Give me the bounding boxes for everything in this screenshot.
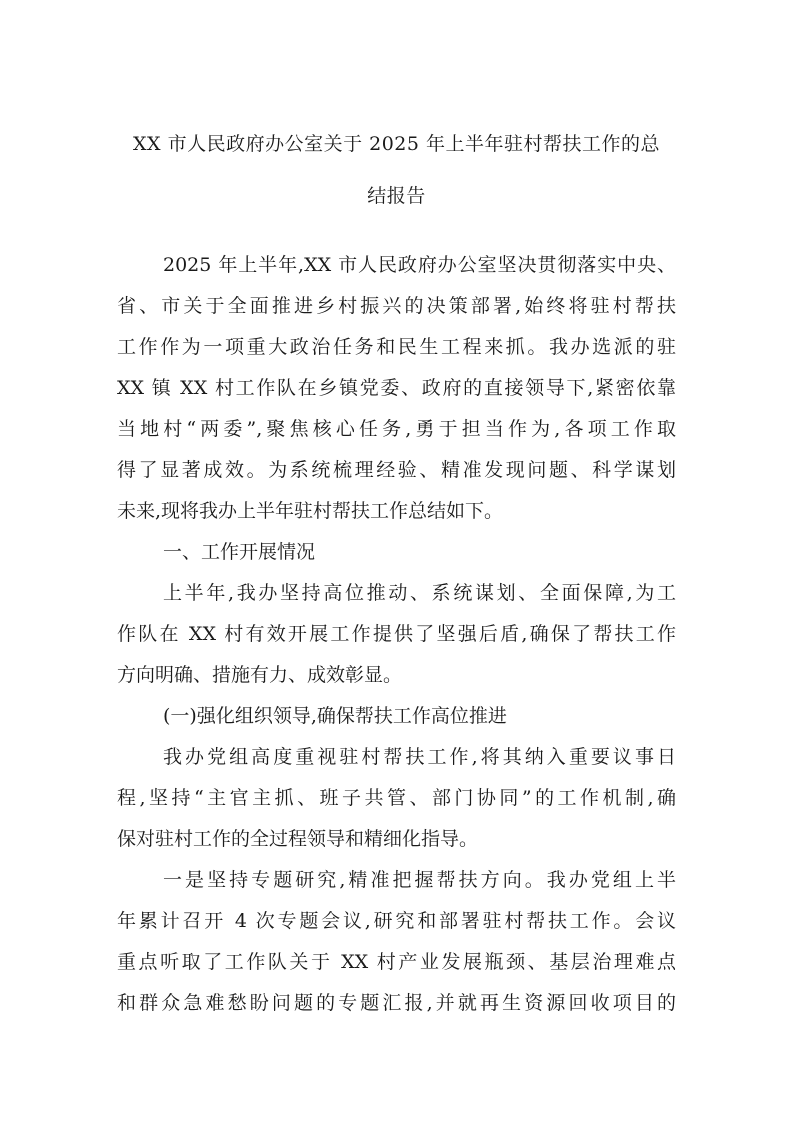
body-line: 一是坚持专题研究,精准把握帮扶方向。我办党组上半: [163, 869, 676, 891]
document-title-line-1: XX 市人民政府办公室关于 2025 年上半年驻村帮扶工作的总: [132, 133, 661, 155]
body-line: 未来,现将我办上半年驻村帮扶工作总结如下。: [117, 500, 504, 522]
body-line: 工作作为一项重大政治任务和民生工程来抓。我办选派的驻: [117, 336, 676, 358]
body-line: 作队在 XX 村有效开展工作提供了坚强后盾,确保了帮扶工作: [117, 623, 676, 645]
body-line: 方向明确、措施有力、成效彰显。: [117, 664, 403, 686]
body-line: 程,坚持“主官主抓、班子共管、部门协同”的工作机制,确: [117, 787, 676, 809]
body-line: 2025 年上半年,XX 市人民政府办公室坚决贯彻落实中央、: [163, 254, 676, 276]
document-title-line-2: 结报告: [367, 185, 426, 207]
body-line: 和群众急难愁盼问题的专题汇报,并就再生资源回收项目的: [117, 992, 676, 1014]
body-line: 上半年,我办坚持高位推动、系统谋划、全面保障,为工: [163, 582, 676, 604]
subsection-heading: (一)强化组织领导,确保帮扶工作高位推进: [163, 705, 507, 727]
body-line: 得了显著成效。为系统梳理经验、精准发现问题、科学谋划: [117, 459, 676, 481]
body-line: 年累计召开 4 次专题会议,研究和部署驻村帮扶工作。会议: [117, 910, 676, 932]
body-line: 省、市关于全面推进乡村振兴的决策部署,始终将驻村帮扶: [117, 295, 676, 317]
body-line: 保对驻村工作的全过程领导和精细化指导。: [117, 828, 479, 850]
body-line: 重点听取了工作队关于 XX 村产业发展瓶颈、基层治理难点: [117, 951, 676, 973]
body-line: 我办党组高度重视驻村帮扶工作,将其纳入重要议事日: [163, 746, 676, 768]
body-line: XX 镇 XX 村工作队在乡镇党委、政府的直接领导下,紧密依靠: [117, 377, 676, 399]
section-heading: 一、工作开展情况: [163, 541, 316, 563]
body-line: 当地村“两委”,聚焦核心任务,勇于担当作为,各项工作取: [117, 418, 676, 440]
